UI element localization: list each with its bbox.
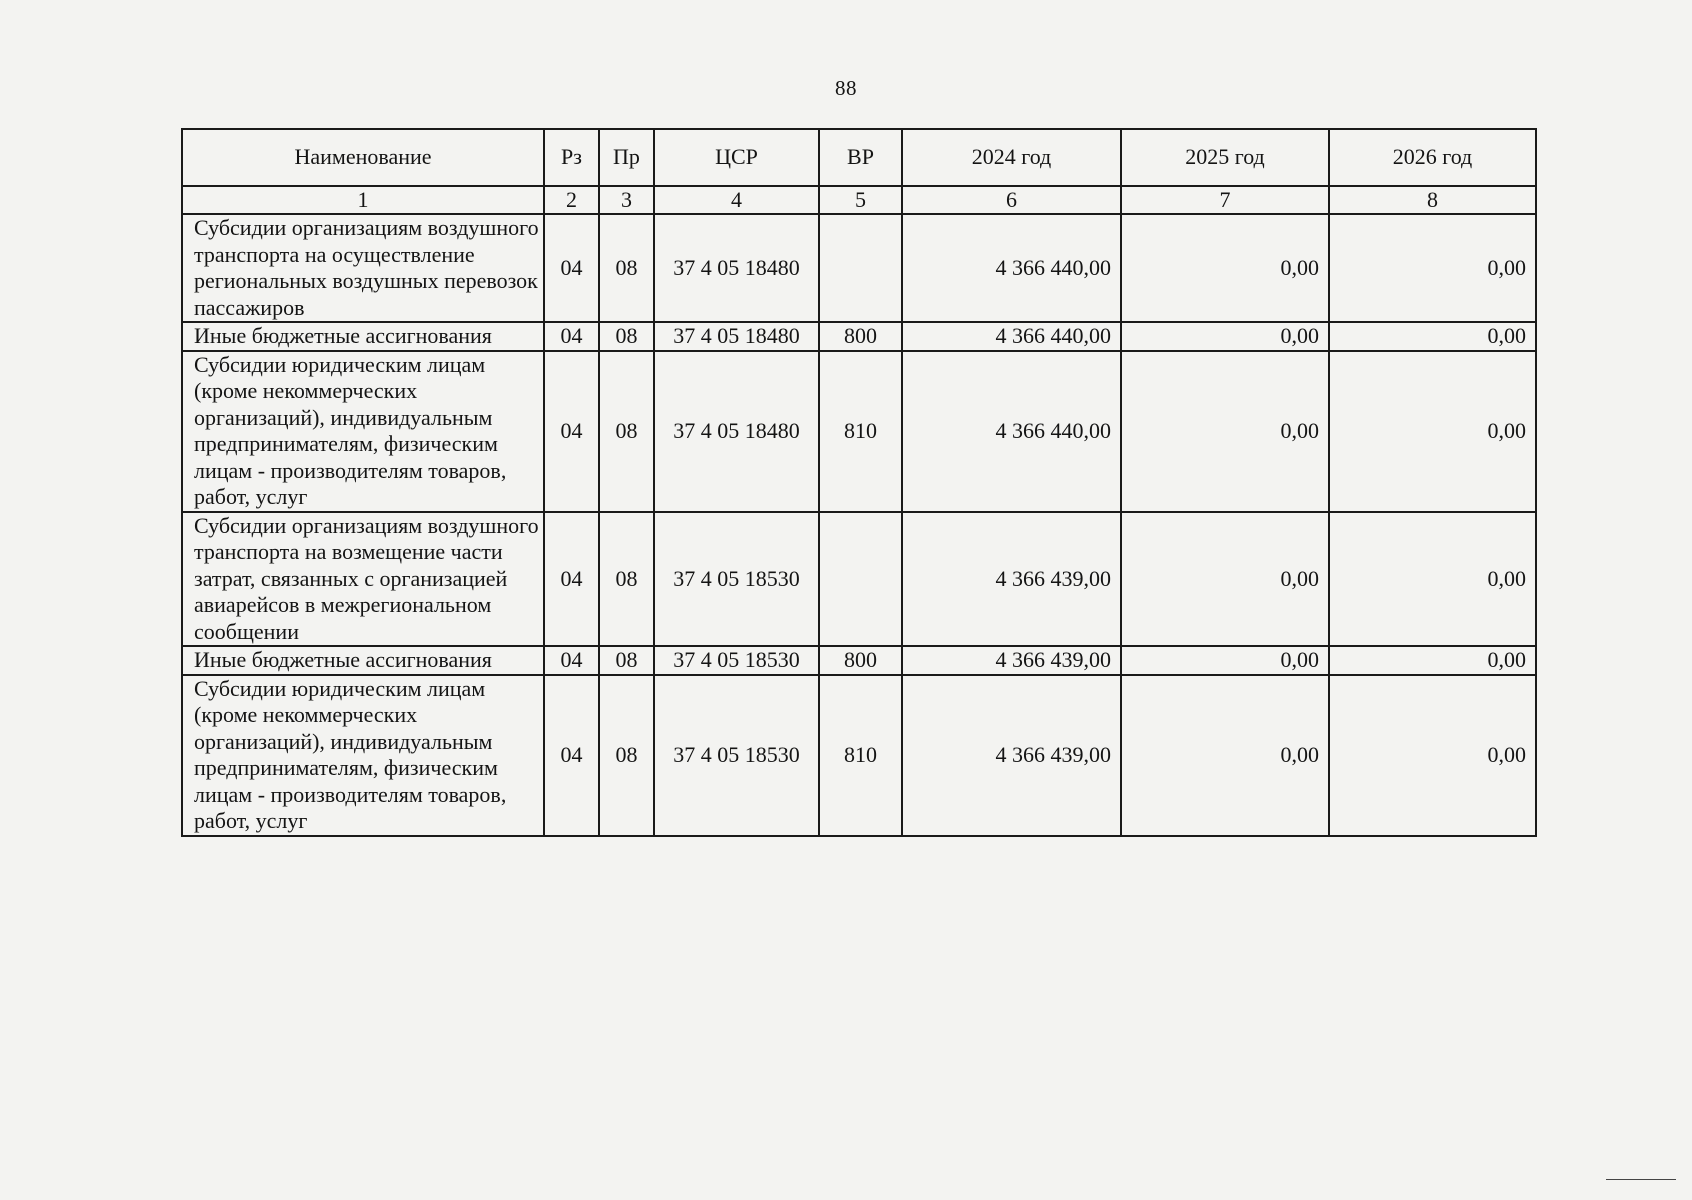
pr-cell: 08 <box>599 675 654 836</box>
rz-cell: 04 <box>544 351 599 512</box>
column-number: 6 <box>902 186 1121 214</box>
pr-cell: 08 <box>599 322 654 351</box>
page-number: 88 <box>835 76 857 100</box>
vr-cell <box>819 214 902 322</box>
vr-cell: 810 <box>819 351 902 512</box>
column-number: 1 <box>182 186 544 214</box>
amount-2025-cell: 0,00 <box>1121 322 1329 351</box>
column-number-row <box>182 186 1536 214</box>
table-row <box>182 214 1536 322</box>
header-2026: 2026 год <box>1329 129 1536 186</box>
row-name-cell: Иные бюджетные ассигнования <box>182 322 544 351</box>
amount-2026-cell: 0,00 <box>1329 675 1536 836</box>
row-name-cell: Субсидии юридическим лицам (кроме некоммерческих организаций), индивидуальным предпринимателям, физическим лицам - производителям товаров, работ, услуг <box>182 351 544 512</box>
csr-cell: 37 4 05 18480 <box>654 322 819 351</box>
amount-2025-cell: 0,00 <box>1121 351 1329 512</box>
rz-cell: 04 <box>544 675 599 836</box>
header-2025: 2025 год <box>1121 129 1329 186</box>
header-pr: Пр <box>599 129 654 186</box>
amount-2025-cell: 0,00 <box>1121 214 1329 322</box>
scan-edge-line <box>1606 1179 1676 1180</box>
csr-cell: 37 4 05 18530 <box>654 675 819 836</box>
row-name-cell: Субсидии организациям воздушного транспорта на осуществление региональных воздушных перевозок пассажиров <box>182 214 544 322</box>
column-number: 4 <box>654 186 819 214</box>
amount-2026-cell: 0,00 <box>1329 322 1536 351</box>
amount-2025-cell: 0,00 <box>1121 675 1329 836</box>
header-row <box>182 129 1536 186</box>
budget-table <box>181 128 1537 837</box>
vr-cell: 800 <box>819 322 902 351</box>
table-row <box>182 322 1536 351</box>
rz-cell: 04 <box>544 512 599 647</box>
rz-cell: 04 <box>544 214 599 322</box>
table-row <box>182 512 1536 647</box>
row-name-cell: Субсидии юридическим лицам (кроме некоммерческих организаций), индивидуальным предпринимателям, физическим лицам - производителям товаров, работ, услуг <box>182 675 544 836</box>
amount-2025-cell: 0,00 <box>1121 512 1329 647</box>
amount-2024-cell: 4 366 440,00 <box>902 322 1121 351</box>
amount-2025-cell: 0,00 <box>1121 646 1329 675</box>
amount-2024-cell: 4 366 439,00 <box>902 512 1121 647</box>
amount-2026-cell: 0,00 <box>1329 351 1536 512</box>
pr-cell: 08 <box>599 512 654 647</box>
header-name: Наименование <box>182 129 544 186</box>
column-number: 7 <box>1121 186 1329 214</box>
pr-cell: 08 <box>599 646 654 675</box>
csr-cell: 37 4 05 18530 <box>654 512 819 647</box>
amount-2026-cell: 0,00 <box>1329 512 1536 647</box>
rz-cell: 04 <box>544 646 599 675</box>
amount-2024-cell: 4 366 439,00 <box>902 675 1121 836</box>
amount-2024-cell: 4 366 440,00 <box>902 214 1121 322</box>
amount-2026-cell: 0,00 <box>1329 214 1536 322</box>
csr-cell: 37 4 05 18480 <box>654 351 819 512</box>
table-row <box>182 351 1536 512</box>
table-row <box>182 646 1536 675</box>
csr-cell: 37 4 05 18530 <box>654 646 819 675</box>
header-csr: ЦСР <box>654 129 819 186</box>
column-number: 3 <box>599 186 654 214</box>
header-vr: ВР <box>819 129 902 186</box>
column-number: 2 <box>544 186 599 214</box>
vr-cell: 800 <box>819 646 902 675</box>
column-number: 5 <box>819 186 902 214</box>
rz-cell: 04 <box>544 322 599 351</box>
csr-cell: 37 4 05 18480 <box>654 214 819 322</box>
row-name-cell: Иные бюджетные ассигнования <box>182 646 544 675</box>
amount-2024-cell: 4 366 440,00 <box>902 351 1121 512</box>
pr-cell: 08 <box>599 351 654 512</box>
row-name-cell: Субсидии организациям воздушного транспорта на возмещение части затрат, связанных с организацией авиарейсов в межрегиональном сообщении <box>182 512 544 647</box>
vr-cell: 810 <box>819 675 902 836</box>
amount-2026-cell: 0,00 <box>1329 646 1536 675</box>
column-number: 8 <box>1329 186 1536 214</box>
amount-2024-cell: 4 366 439,00 <box>902 646 1121 675</box>
table-row <box>182 675 1536 836</box>
header-2024: 2024 год <box>902 129 1121 186</box>
header-rz: Рз <box>544 129 599 186</box>
pr-cell: 08 <box>599 214 654 322</box>
vr-cell <box>819 512 902 647</box>
